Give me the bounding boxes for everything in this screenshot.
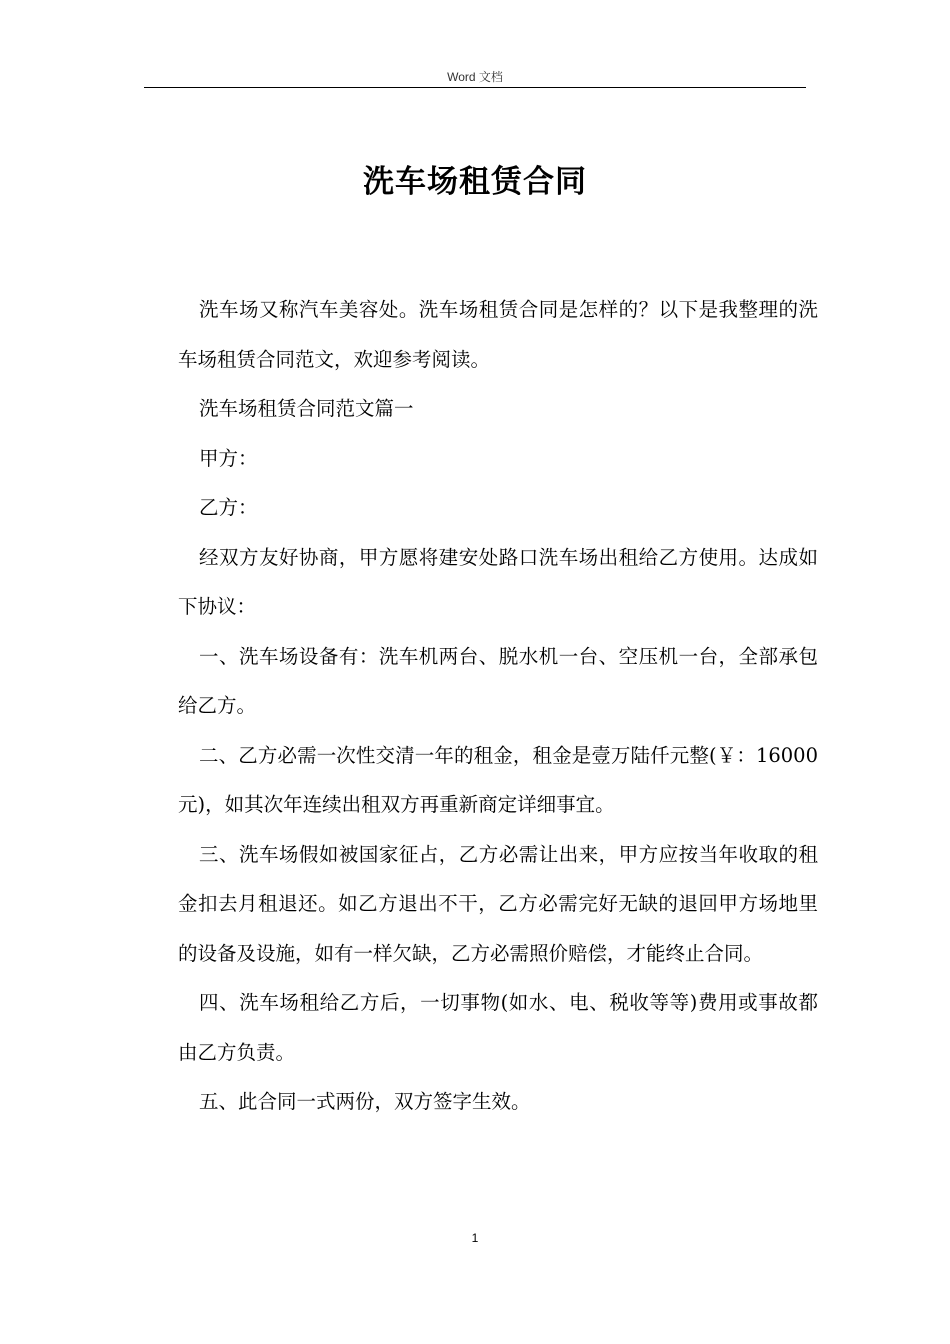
paragraph-agreement: 经双方友好协商，甲方愿将建安处路口洗车场出租给乙方使用。达成如下协议： [178, 545, 818, 618]
document-title: 洗车场租赁合同 [363, 164, 587, 200]
paragraph-clause-5: 五、此合同一式两份，双方签字生效。 [199, 1090, 531, 1113]
header-divider [144, 87, 806, 88]
paragraph-party-a: 甲方： [199, 446, 258, 470]
paragraph-clause-1: 一、洗车场设备有：洗车机两台、脱水机一台、空压机一台，全部承包给乙方。 [178, 644, 818, 717]
paragraph-intro: 洗车场又称汽车美容处。洗车场租赁合同是怎样的？以下是我整理的洗车场租赁合同范文，欢迎参考阅读。 [178, 298, 818, 371]
document-body [178, 285, 818, 1127]
paragraph-clause-3: 三、洗车场假如被国家征占，乙方必需让出来，甲方应按当年收取的租金扣去月租退还。如乙方退出不干，乙方必需完好无缺的退回甲方场地里的设备及设施，如有一样欠缺，乙方必需照价赔偿，才能终止合同。 [178, 842, 818, 965]
paragraph-section-heading: 洗车场租赁合同范文篇一 [199, 397, 414, 420]
page-number: 1 [471, 1231, 479, 1245]
paragraph-clause-2: 二、乙方必需一次性交清一年的租金，租金是壹万陆仟元整(￥：16000 元)，如其次年连续出租双方再重新商定详细事宜。 [178, 743, 818, 816]
paragraph-clause-4: 四、洗车场租给乙方后，一切事物(如水、电、税收等等)费用或事故都由乙方负责。 [178, 991, 818, 1064]
page-header: Word 文档 [447, 70, 503, 84]
paragraph-party-b: 乙方： [199, 496, 258, 519]
